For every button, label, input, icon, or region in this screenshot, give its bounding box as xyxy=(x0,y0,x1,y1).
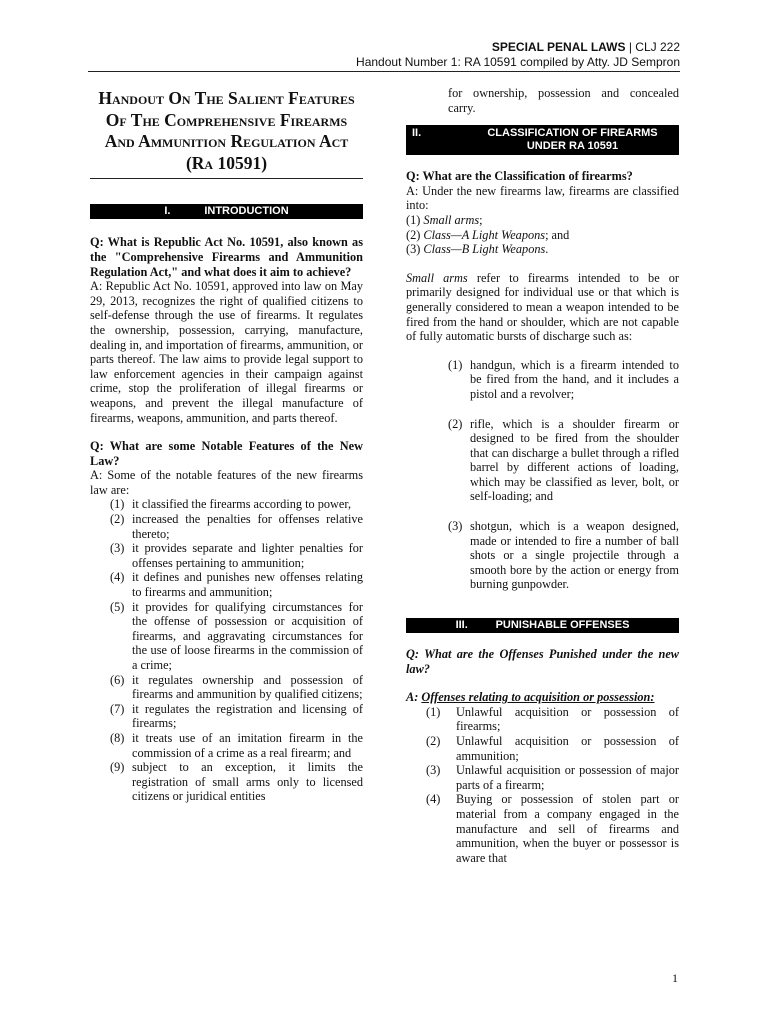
list-item: (6) it regulates ownership and possession of firearms and ammunition by qualified citizens; xyxy=(110,672,363,702)
small-arms-list xyxy=(406,417,679,505)
section-bar-classification xyxy=(406,125,679,155)
section-label: INTRODUCTION xyxy=(204,205,289,218)
list-item: (4) Buying or possession of stolen part or material from a company engaged in the manufacture and sell of firearms and ammunition, when the buyer or possessor is aware that xyxy=(426,792,679,865)
section-label: CLASSIFICATION OF FIREARMS UNDER RA 10591 xyxy=(487,127,658,153)
answer-4-heading: A: Offenses relating to acquisition or possession: xyxy=(406,690,655,705)
list-item: (2) increased the penalties for offenses relative thereto; xyxy=(110,512,363,541)
answer-3: A: Under the new firearms law, firearms are classified into: xyxy=(406,183,679,213)
classification-item: (2) Class—A Light Weapons; and xyxy=(406,227,570,242)
small-arms-list xyxy=(406,358,679,402)
list-item: (3) shotgun, which is a weapon designed, made or intended to fire a number of ball shots or a single projectile through a smooth bore by the action or energy from burning gunpowder. xyxy=(448,519,679,592)
question-1: Q: What is Republic Act No. 10591, also known as the "Comprehensive Firearms and Ammunition Regulation Act," and what does it aim to achieve? xyxy=(90,235,363,279)
handout-line: Handout Number 1: RA 10591 compiled by Atty. JD Sempron xyxy=(356,55,680,69)
classification-item: (1) Small arms; xyxy=(406,212,483,227)
list-item: (2) rifle, which is a shoulder firearm or designed to be fired from the shoulder that can discharge a bullet through a rifled barrel by different actions of loading, which may be classified as lever, bolt, or self-loading; and xyxy=(448,416,679,504)
list-item: (1) it classified the firearms according to power, xyxy=(110,497,352,512)
section-number: I. xyxy=(164,205,171,218)
document-title: Handout On The Salient Features Of The Comprehensive Firearms And Ammunition Regulation Act (Ra 10591) xyxy=(90,86,363,179)
header-rule xyxy=(88,71,680,72)
answer-2: A: Some of the notable features of the new firearms law are: xyxy=(90,468,363,497)
list-item: (8) it treats use of an imitation firearm in the commission of a crime as a real firearm; and xyxy=(110,730,363,760)
section-bar-introduction xyxy=(90,204,363,219)
section-number: II. xyxy=(412,127,422,140)
list-item: (4) it defines and punishes new offenses relating to firearms and ammunition; xyxy=(110,570,363,600)
course-name: SPECIAL PENAL LAWS xyxy=(491,40,626,54)
small-arms-list xyxy=(406,519,679,592)
list-item: (5) it provides for qualifying circumstances for the offense of possession or acquisition of firearms, and aggravating circumstances for the use of loose firearms in the commission of a crime; xyxy=(110,599,363,672)
list-item: (1) handgun, which is a firearm intended to be fired from the hand, and it includes a pistol and a revolver; xyxy=(448,357,679,401)
list-item: (7) it regulates the registration and licensing of firearms; xyxy=(110,701,363,731)
section-number: III. xyxy=(455,619,468,632)
page-number: 1 xyxy=(672,971,678,985)
list-item: (9) subject to an exception, it limits the registration of small arms only to licensed citizens or juridical entities xyxy=(110,760,363,804)
course-code: | CLJ 222 xyxy=(628,40,680,54)
section-bar-punishable-offenses xyxy=(406,618,679,633)
question-3: Q: What are the Classification of firearms? xyxy=(406,169,633,184)
answer-1: A: Republic Act No. 10591, approved into law on May 29, 2013, recognizes the right of qualified citizens to self-defense through the use of firearms. It regulates the ownership, possession, carrying, manufacture, dealing in, and importation of firearms, ammunition, or parts thereof. The law aims to provide legal support to law enforcement agencies in their campaign against crime, stop the proliferation of illegal firearms or weapons, and prevent the illegal manufacture of firearms, weapons, ammunition, and parts thereof. xyxy=(90,279,363,425)
continued-list xyxy=(406,86,679,115)
list-item: (1) Unlawful acquisition or possession of firearms; xyxy=(426,704,679,734)
list-item: (3) Unlawful acquisition or possession of major parts of a firearm; xyxy=(426,763,679,792)
question-4: Q: What are the Offenses Punished under the new law? xyxy=(406,647,679,676)
features-list xyxy=(90,497,363,803)
left-column xyxy=(90,86,363,804)
right-column xyxy=(406,86,679,865)
list-item: (3) it provides separate and lighter penalties for offenses pertaining to ammunition; xyxy=(110,541,363,570)
page-header xyxy=(356,40,680,70)
list-item: for ownership, possession and concealed carry. xyxy=(448,86,679,115)
section-label: PUNISHABLE OFFENSES xyxy=(495,619,630,632)
classification-item: (3) Class—B Light Weapons. xyxy=(406,242,549,257)
question-2: Q: What are some Notable Features of the New Law? xyxy=(90,439,363,468)
offenses-list xyxy=(406,705,679,866)
list-item: (2) Unlawful acquisition or possession of ammunition; xyxy=(426,734,679,763)
small-arms-definition: Small arms refer to firearms intended to be or primarily designed for individual use or that which is generally considered to mean a weapon intended to be fired from the hand or shoulder, which are not capable of fully automatic bursts of discharge such as: xyxy=(406,270,680,344)
